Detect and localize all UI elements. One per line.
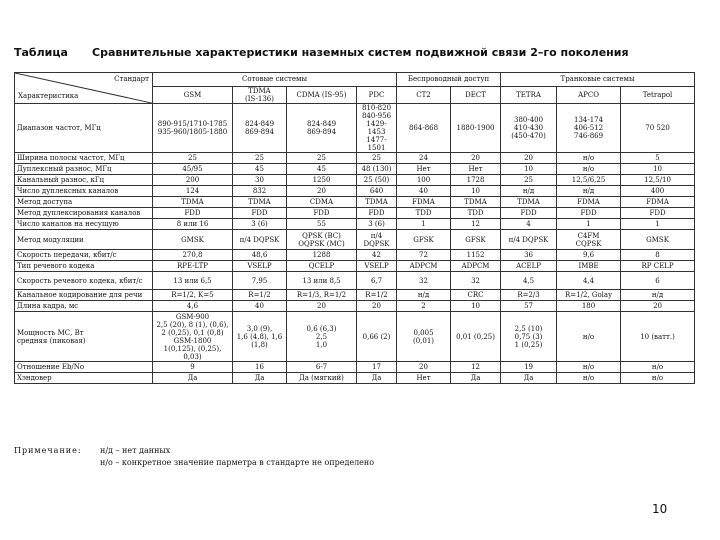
table-cell: 40 <box>233 301 287 312</box>
row-label: Хэндовер <box>15 373 153 384</box>
table-cell: FDMA <box>397 197 451 208</box>
table-cell: Да (мягкий) <box>287 373 357 384</box>
table-cell: 32 <box>397 272 451 290</box>
table-cell: R=1/3, R=1/2 <box>287 290 357 301</box>
table-cell: н/о <box>557 153 621 164</box>
table-cell: Нет <box>397 164 451 175</box>
table-cell: 4,4 <box>557 272 621 290</box>
table-cell: 0,6 (6,3) 2,5 1,0 <box>287 312 357 362</box>
table-cell: 1 <box>397 219 451 230</box>
table-cell: 640 <box>357 186 397 197</box>
table-cell: FDD <box>557 208 621 219</box>
table-cell: 0,005 (0,01) <box>397 312 451 362</box>
table-cell: RP CELP <box>621 261 695 272</box>
row-label: Метод доступа <box>15 197 153 208</box>
table-cell: 832 <box>233 186 287 197</box>
table-cell: н/о <box>621 362 695 373</box>
table-cell: 4,6 <box>153 301 233 312</box>
note-label: Примечание: <box>14 446 82 455</box>
row-label: Канальное кодирование для речи <box>15 290 153 301</box>
table-cell: TDMA <box>357 197 397 208</box>
table-cell: Да <box>451 373 501 384</box>
table-cell: 12 <box>451 362 501 373</box>
table-cell: 32 <box>451 272 501 290</box>
table-cell: 25 <box>153 153 233 164</box>
table-cell: 20 <box>287 301 357 312</box>
table-cell: 12 <box>451 219 501 230</box>
table-cell: 6,7 <box>357 272 397 290</box>
table-cell: 25 (50) <box>357 175 397 186</box>
table-cell: 30 <box>233 175 287 186</box>
table-row <box>15 186 695 197</box>
table-cell: н/о <box>621 373 695 384</box>
table-row <box>15 250 695 261</box>
table-cell: 824-849 869-894 <box>233 104 287 153</box>
table-cell: Да <box>153 373 233 384</box>
table-cell: 25 <box>501 175 557 186</box>
table-row <box>15 153 695 164</box>
table-cell: RPE-LTP <box>153 261 233 272</box>
table-cell: 1880-1900 <box>451 104 501 153</box>
table-cell: FDD <box>287 208 357 219</box>
table-row <box>15 208 695 219</box>
table-cell: 72 <box>397 250 451 261</box>
table-cell: 400 <box>621 186 695 197</box>
table-cell: 7,95 <box>233 272 287 290</box>
group-header-trunking: Транковые системы <box>501 73 695 87</box>
table-cell: ADPCM <box>451 261 501 272</box>
comparison-table <box>14 72 695 384</box>
table-cell: CDMA <box>287 197 357 208</box>
table-cell: 270,8 <box>153 250 233 261</box>
table-cell: 1250 <box>287 175 357 186</box>
table-cell: 1 <box>621 219 695 230</box>
table-cell: 1152 <box>451 250 501 261</box>
system-header: CT2 <box>397 87 451 104</box>
table-cell: 8 или 16 <box>153 219 233 230</box>
table-cell: R=1/2, K=5 <box>153 290 233 301</box>
table-cell: 10 (ватт.) <box>621 312 695 362</box>
table-cell: Да <box>501 373 557 384</box>
table-row <box>15 219 695 230</box>
table-cell: VSELP <box>357 261 397 272</box>
table-cell: 0,66 (2) <box>357 312 397 362</box>
table-row <box>15 230 695 250</box>
table-cell: 200 <box>153 175 233 186</box>
table-cell: 824-849 869-894 <box>287 104 357 153</box>
table-row <box>15 272 695 290</box>
table-row <box>15 301 695 312</box>
table-cell: 57 <box>501 301 557 312</box>
table-cell: GMSK <box>621 230 695 250</box>
table-cell: TDD <box>451 208 501 219</box>
table-cell: 9 <box>153 362 233 373</box>
row-label: Канальный разнос, кГц <box>15 175 153 186</box>
table-row <box>15 362 695 373</box>
table-cell: 40 <box>397 186 451 197</box>
table-cell: GMSK <box>153 230 233 250</box>
table-cell: 42 <box>357 250 397 261</box>
table-cell: 3 (6) <box>357 219 397 230</box>
table-cell: 20 <box>357 301 397 312</box>
table-cell: R=1/2, Golay <box>557 290 621 301</box>
table-cell: 2 <box>397 301 451 312</box>
table-cell: 45 <box>287 164 357 175</box>
row-label: Число дуплексных каналов <box>15 186 153 197</box>
table-cell: 17 <box>357 362 397 373</box>
table-cell: 8 <box>621 250 695 261</box>
note-line-nd: н/д – нет данных <box>100 446 171 455</box>
table-cell: FDD <box>153 208 233 219</box>
table-cell: 9,6 <box>557 250 621 261</box>
table-cell: 45 <box>233 164 287 175</box>
table-cell: 20 <box>451 153 501 164</box>
table-cell: TDMA <box>451 197 501 208</box>
table-cell: 2,5 (10) 0,75 (3) 1 (0,25) <box>501 312 557 362</box>
table-cell: FDMA <box>557 197 621 208</box>
row-label: Диапазон частот, МГц <box>15 104 153 153</box>
system-header: DECT <box>451 87 501 104</box>
table-cell: FDMA <box>621 197 695 208</box>
row-label: Длина кадра, мс <box>15 301 153 312</box>
table-cell: TDD <box>397 208 451 219</box>
table-cell: н/о <box>557 164 621 175</box>
row-label: Отношение Eb/No <box>15 362 153 373</box>
table-row <box>15 197 695 208</box>
table-cell: 70 520 <box>621 104 695 153</box>
table-cell: 48,6 <box>233 250 287 261</box>
row-label: Ширина полосы частот, МГц <box>15 153 153 164</box>
table-cell: н/о <box>557 373 621 384</box>
table-cell: FDD <box>357 208 397 219</box>
table-cell: н/о <box>557 362 621 373</box>
row-label: Число каналов на несущую <box>15 219 153 230</box>
group-header-cellular: Сотовые системы <box>153 73 397 87</box>
table-cell: R=1/2 <box>357 290 397 301</box>
table-row <box>15 104 695 153</box>
table-cell: 890-915/1710-1785 935-960/1805-1880 <box>153 104 233 153</box>
table-cell: Да <box>233 373 287 384</box>
row-label: Скорость речевого кодека, кбит/с <box>15 272 153 290</box>
table-cell: 6 <box>621 272 695 290</box>
table-cell: н/д <box>621 290 695 301</box>
table-cell: 12,5/10 <box>621 175 695 186</box>
table-cell: 3 (6) <box>233 219 287 230</box>
table-cell: 134-174 406-512 746-869 <box>557 104 621 153</box>
table-cell: 10 <box>451 186 501 197</box>
table-cell: 810-820 840-956 1429-1453 1477-1501 <box>357 104 397 153</box>
system-header: GSM <box>153 87 233 104</box>
table-cell: 12,5/6,25 <box>557 175 621 186</box>
table-cell: 3,0 (9), 1,6 (4,8), 1,6 (1,8) <box>233 312 287 362</box>
table-cell: GSM-900 2,5 (20), 8 (1), (0,6), 2 (0,25), 0,1 (0,8) GSM-1800 1(0,125), (0,25), 0,03) <box>153 312 233 362</box>
table-cell: 4,5 <box>501 272 557 290</box>
page-number: 10 <box>652 502 668 516</box>
table-cell: Нет <box>397 373 451 384</box>
table-cell: 20 <box>621 301 695 312</box>
table-cell: R=2/3 <box>501 290 557 301</box>
table-cell: C4FM CQPSK <box>557 230 621 250</box>
caption-label: Таблица <box>14 46 68 59</box>
row-label: Мощность МС, Вт средняя (пиковая) <box>15 312 153 362</box>
table-cell: IMBE <box>557 261 621 272</box>
row-label: Метод модуляции <box>15 230 153 250</box>
table-cell: 36 <box>501 250 557 261</box>
table-cell: 24 <box>397 153 451 164</box>
table-cell: 1288 <box>287 250 357 261</box>
table-row <box>15 373 695 384</box>
table-caption <box>14 46 714 59</box>
table-cell: 0,01 (0,25) <box>451 312 501 362</box>
table-row <box>15 175 695 186</box>
table-cell: 1728 <box>451 175 501 186</box>
table-cell: π/4 DQPSK <box>357 230 397 250</box>
table-cell: 10 <box>501 164 557 175</box>
table-row <box>15 261 695 272</box>
table-cell: 25 <box>287 153 357 164</box>
table-corner-cell <box>15 73 153 104</box>
corner-characteristic-label: Характеристика <box>18 92 79 101</box>
table-cell: 864-868 <box>397 104 451 153</box>
table-row <box>15 312 695 362</box>
table-cell: 1 <box>557 219 621 230</box>
table-cell: 100 <box>397 175 451 186</box>
table-cell: н/д <box>397 290 451 301</box>
system-header: TDMA (IS-136) <box>233 87 287 104</box>
table-cell: 380-400 410-430 (450-470) <box>501 104 557 153</box>
table-cell: VSELP <box>233 261 287 272</box>
table-cell: GFSK <box>451 230 501 250</box>
table-cell: 25 <box>357 153 397 164</box>
table-cell: 48 (130) <box>357 164 397 175</box>
table-cell: FDD <box>501 208 557 219</box>
table-cell: TDMA <box>153 197 233 208</box>
table-cell: 13 или 8,5 <box>287 272 357 290</box>
table-cell: 6-7 <box>287 362 357 373</box>
system-header: TETRA <box>501 87 557 104</box>
table-note <box>14 445 614 469</box>
table-cell: Нет <box>451 164 501 175</box>
table-cell: FDD <box>621 208 695 219</box>
row-label: Метод дуплексирования каналов <box>15 208 153 219</box>
table-cell: Да <box>357 373 397 384</box>
table-cell: 5 <box>621 153 695 164</box>
table-cell: π/4 DQPSK <box>233 230 287 250</box>
table-cell: 25 <box>233 153 287 164</box>
corner-standard-label: Стандарт <box>114 75 149 83</box>
table-row <box>15 164 695 175</box>
table-cell: 20 <box>501 153 557 164</box>
table-cell: TDMA <box>501 197 557 208</box>
table-cell: 124 <box>153 186 233 197</box>
table-cell: CRC <box>451 290 501 301</box>
table-cell: ACELP <box>501 261 557 272</box>
system-header: APCO <box>557 87 621 104</box>
row-label: Дуплексный разнос, МГц <box>15 164 153 175</box>
table-cell: н/д <box>501 186 557 197</box>
table-cell: н/о <box>557 312 621 362</box>
table-cell: 4 <box>501 219 557 230</box>
table-cell: н/д <box>557 186 621 197</box>
system-header: Tetrapol <box>621 87 695 104</box>
table-cell: R=1/2 <box>233 290 287 301</box>
table-row <box>15 290 695 301</box>
table-cell: FDD <box>233 208 287 219</box>
table-cell: 55 <box>287 219 357 230</box>
table-cell: 13 или 6,5 <box>153 272 233 290</box>
table-cell: TDMA <box>233 197 287 208</box>
table-cell: 20 <box>287 186 357 197</box>
table-cell: 180 <box>557 301 621 312</box>
row-label: Тип речевого кодека <box>15 261 153 272</box>
system-header: PDC <box>357 87 397 104</box>
table-cell: 10 <box>451 301 501 312</box>
table-cell: GFSK <box>397 230 451 250</box>
table-cell: ADPCM <box>397 261 451 272</box>
table-cell: QPSK (BC) OQPSK (MC) <box>287 230 357 250</box>
table-cell: 16 <box>233 362 287 373</box>
table-cell: QCELP <box>287 261 357 272</box>
row-label: Скорость передачи, кбит/с <box>15 250 153 261</box>
caption-title: Сравнительные характеристики наземных систем подвижной связи 2–го поколения <box>92 46 629 59</box>
group-header-cordless: Беспроводный доступ <box>397 73 501 87</box>
table-cell: 45/95 <box>153 164 233 175</box>
note-line-no: н/о – конкретное значение парметра в стандарте не определено <box>100 458 375 467</box>
table-cell: 19 <box>501 362 557 373</box>
table-cell: 10 <box>621 164 695 175</box>
system-header: CDMA (IS-95) <box>287 87 357 104</box>
table-cell: π/4 DQPSK <box>501 230 557 250</box>
table-cell: 20 <box>397 362 451 373</box>
